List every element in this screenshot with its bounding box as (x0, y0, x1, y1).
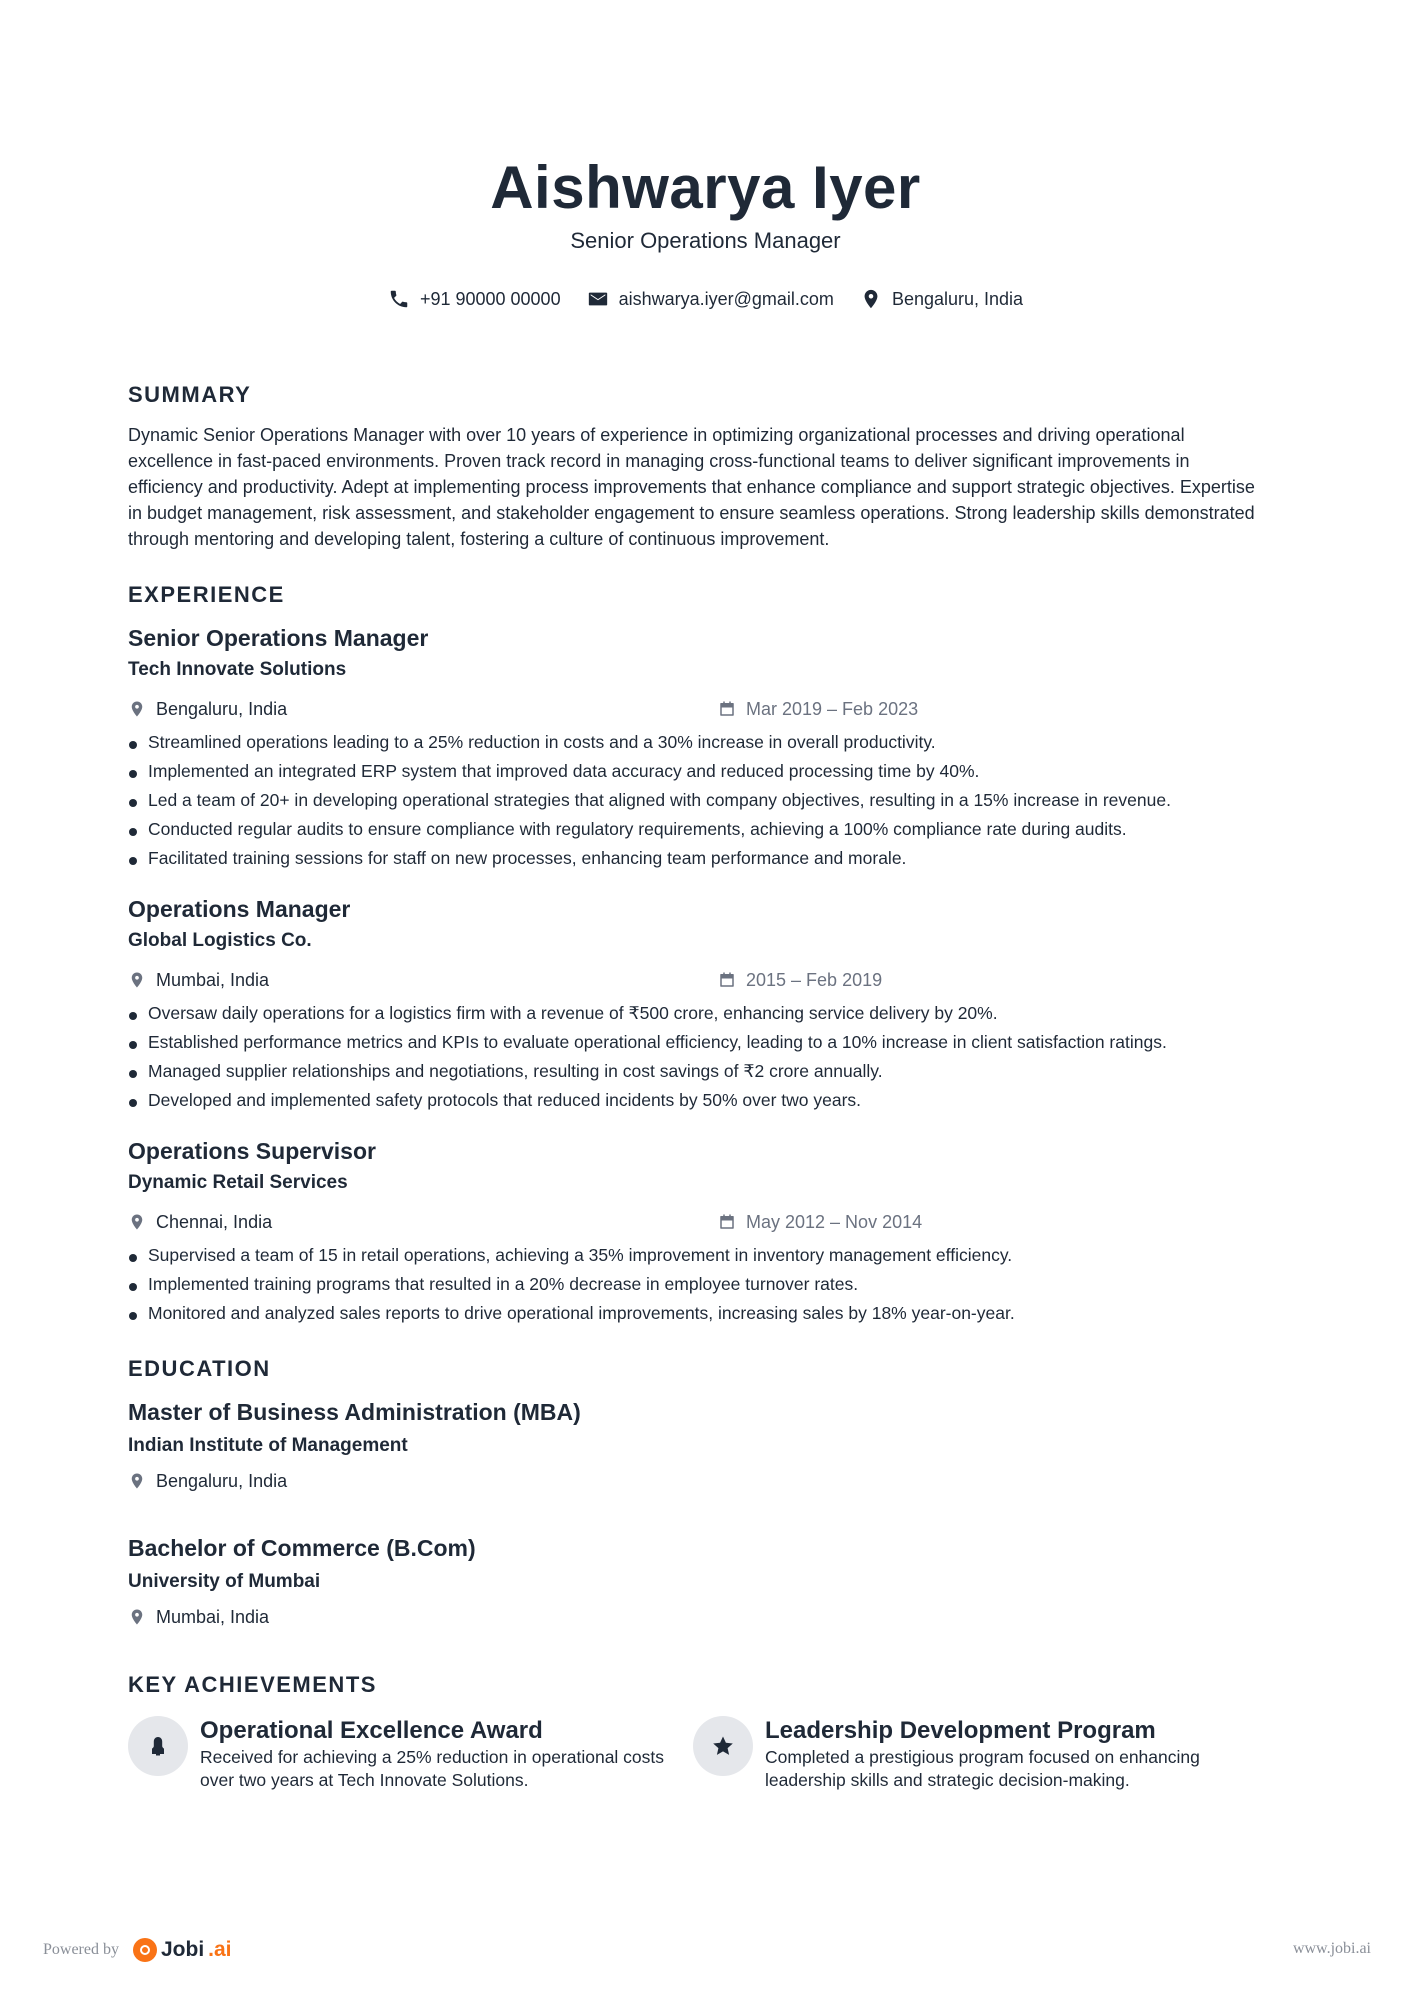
calendar-icon (718, 971, 736, 989)
education-entry (128, 1396, 1258, 1494)
bullet-item: Facilitated training sessions for staff on new processes, enhancing team performance and morale. (128, 844, 1258, 873)
job-meta (128, 1209, 1258, 1235)
job-location-text: Bengaluru, India (156, 698, 288, 719)
job-dates-text: Mar 2019 – Feb 2023 (746, 698, 919, 719)
job-bullets (128, 728, 1258, 873)
jobi-logo[interactable] (133, 1938, 232, 1962)
job-location (128, 1212, 718, 1233)
job-meta (128, 696, 1258, 722)
edu-school: University of Mumbai (128, 1571, 321, 1592)
job-company: Dynamic Retail Services (128, 1172, 348, 1193)
job-company: Global Logistics Co. (128, 930, 312, 951)
contact-email[interactable] (587, 288, 834, 310)
location-pin-icon (860, 288, 882, 310)
job-location-text: Chennai, India (156, 1211, 273, 1232)
location-pin-icon (128, 1608, 146, 1626)
bullet-item: Oversaw daily operations for a logistics firm with a revenue of ₹500 crore, enhancing service delivery by 20%. (128, 999, 1258, 1028)
achievement-desc: Received for achieving a 25% reduction in operational costs over two years at Tech Innovate Solutions. (200, 1747, 665, 1790)
edu-school: Indian Institute of Management (128, 1435, 408, 1456)
calendar-icon (718, 1213, 736, 1231)
achievement-icon-badge (128, 1716, 188, 1776)
location-pin-icon (128, 971, 146, 989)
job-bullets (128, 1241, 1258, 1328)
jobi-logo-icon (133, 1938, 157, 1962)
bullet-item: Monitored and analyzed sales reports to drive operational improvements, increasing sales by 18% year-on-year. (128, 1299, 1258, 1328)
header (0, 150, 1411, 256)
summary-section (128, 380, 1258, 552)
achievement-title: Operational Excellence Award (200, 1717, 543, 1744)
job-dates (718, 970, 882, 991)
achievement-desc: Completed a prestigious program focused on enhancing leadership skills and strategic decision-making. (765, 1747, 1200, 1790)
summary-text: Dynamic Senior Operations Manager with over 10 years of experience in optimizing organizational processes and driving operational excellence in fast-paced environments. Proven track record in managing cross-functional teams to deliver significant improvements in efficiency and productivity. Adept at implementing process improvements that enhance compliance and support strategic objectives. Expertise in budget management, risk assessment, and stakeholder engagement to ensure seamless operations. Strong leadership skills demonstrated through mentoring and developing talent, fostering a culture of continuous improvement. (128, 425, 1255, 549)
bullet-item: Led a team of 20+ in developing operational strategies that aligned with company objectives, resulting in a 15% increase in revenue. (128, 786, 1258, 815)
bullet-item: Conducted regular audits to ensure compliance with regulatory requirements, achieving a 100% compliance rate during audits. (128, 815, 1258, 844)
job-dates-text: May 2012 – Nov 2014 (746, 1211, 923, 1232)
job-entry (128, 1135, 1258, 1328)
logo-text: Jobi (160, 1938, 205, 1961)
bullet-item: Implemented training programs that resulted in a 20% decrease in employee turnover rates. (128, 1270, 1258, 1299)
achievement-text (765, 1716, 1258, 1792)
contact-phone[interactable] (388, 288, 561, 310)
job-meta (128, 967, 1258, 993)
award-icon (146, 1734, 170, 1758)
phone-icon (388, 288, 410, 310)
job-title: Senior Operations Manager (128, 625, 429, 651)
candidate-role: Senior Operations Manager (570, 228, 841, 253)
candidate-name: Aishwarya Iyer (490, 154, 921, 221)
achievements-heading: KEY ACHIEVEMENTS (128, 1672, 377, 1697)
achievement-icon-badge (693, 1716, 753, 1776)
job-title: Operations Manager (128, 896, 351, 922)
edu-location (128, 1468, 1258, 1494)
star-icon (711, 1734, 735, 1758)
job-dates (718, 699, 918, 720)
job-entry (128, 622, 1258, 873)
logo-suffix: .ai (208, 1938, 232, 1961)
job-dates (718, 1212, 922, 1233)
email-text: aishwarya.iyer@gmail.com (618, 288, 834, 309)
calendar-icon (718, 700, 736, 718)
achievement-item (128, 1716, 693, 1792)
bullet-item: Established performance metrics and KPIs to evaluate operational efficiency, leading to a 10% increase in client satisfaction ratings. (128, 1028, 1258, 1057)
experience-heading: EXPERIENCE (128, 582, 285, 607)
mail-icon (587, 288, 609, 310)
powered-by-label: Powered by (43, 1941, 119, 1958)
location-pin-icon (128, 1213, 146, 1231)
phone-text: +91 90000 00000 (419, 288, 561, 309)
resume-body (128, 380, 1258, 1792)
contact-location (860, 288, 1023, 310)
contact-bar (0, 288, 1411, 310)
location-pin-icon (128, 1472, 146, 1490)
bullet-item: Supervised a team of 15 in retail operations, achieving a 35% improvement in inventory management efficiency. (128, 1241, 1258, 1270)
job-entry (128, 893, 1258, 1115)
job-company: Tech Innovate Solutions (128, 659, 347, 680)
job-location-text: Mumbai, India (156, 969, 270, 990)
bullet-item: Developed and implemented safety protocols that reduced incidents by 50% over two years. (128, 1086, 1258, 1115)
location-pin-icon (128, 700, 146, 718)
job-title: Operations Supervisor (128, 1138, 376, 1164)
achievements-list (128, 1716, 1258, 1792)
edu-location-text: Bengaluru, India (156, 1470, 288, 1491)
bullet-item: Implemented an integrated ERP system that improved data accuracy and reduced processing time by 40%. (128, 757, 1258, 786)
edu-location (128, 1604, 1258, 1630)
bullet-item: Managed supplier relationships and negotiations, resulting in cost savings of ₹2 crore annually. (128, 1057, 1258, 1086)
summary-heading: SUMMARY (128, 382, 252, 407)
footer-website-link[interactable]: www.jobi.ai (1292, 1940, 1371, 1957)
education-entry (128, 1532, 1258, 1630)
education-heading: EDUCATION (128, 1356, 271, 1381)
edu-degree: Master of Business Administration (MBA) (128, 1399, 581, 1425)
education-section (128, 1354, 1258, 1630)
experience-section (128, 580, 1258, 1328)
achievements-section (128, 1670, 1258, 1792)
job-bullets (128, 999, 1258, 1115)
job-location (128, 970, 718, 991)
job-dates-text: 2015 – Feb 2019 (746, 969, 883, 990)
achievement-title: Leadership Development Program (765, 1717, 1156, 1744)
job-location (128, 699, 718, 720)
bullet-item: Streamlined operations leading to a 25% reduction in costs and a 30% increase in overall productivity. (128, 728, 1258, 757)
achievement-item (693, 1716, 1258, 1792)
edu-degree: Bachelor of Commerce (B.Com) (128, 1535, 476, 1561)
footer-powered-by (43, 1938, 232, 1962)
edu-location-text: Mumbai, India (156, 1606, 270, 1627)
location-text: Bengaluru, India (891, 288, 1024, 309)
achievement-text (200, 1716, 693, 1792)
